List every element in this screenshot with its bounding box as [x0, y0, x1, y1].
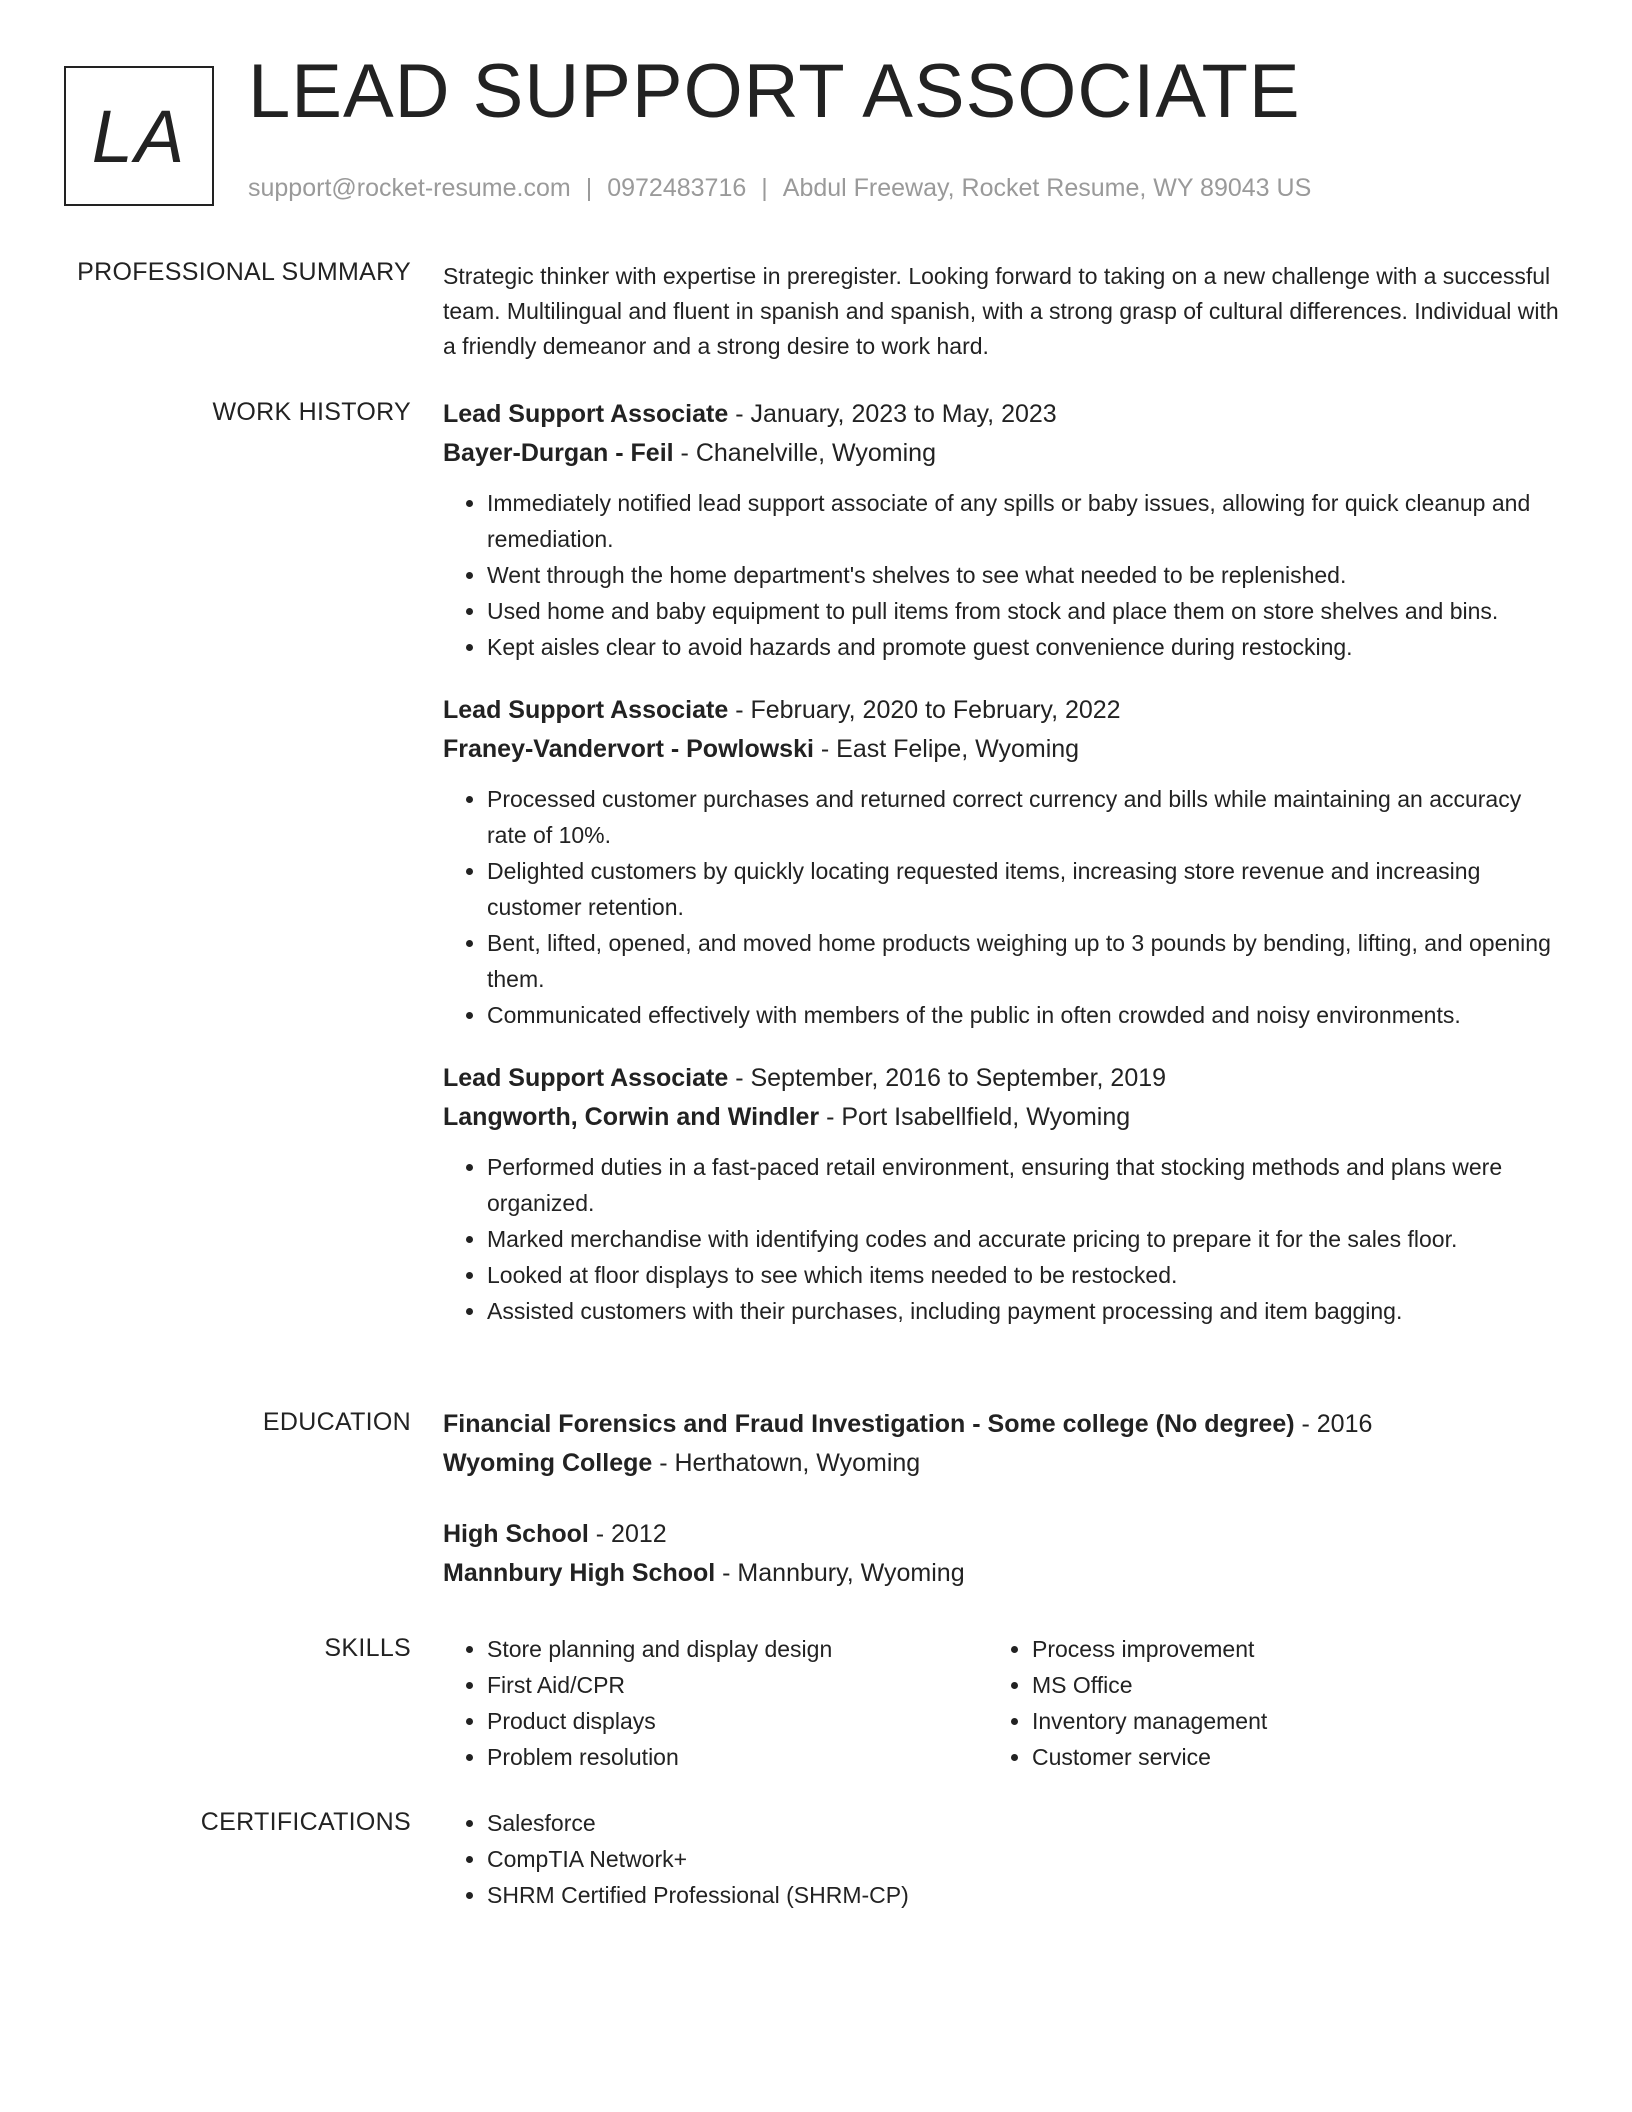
job-entry: [443, 395, 1563, 665]
certification-item: • CompTIA Network+: [487, 1841, 1563, 1877]
education-degree: Financial Forensics and Fraud Investigation - Some college (No degree): [443, 1410, 1295, 1438]
skill-item: • Customer service: [1032, 1739, 1533, 1775]
skill-item: • MS Office: [1032, 1667, 1533, 1703]
skills-body: [443, 1631, 1563, 1775]
job-bullet: • Used home and baby equipment to pull items from stock and place them on store shelves and bins.: [487, 593, 1563, 629]
skills-column-right: [988, 1631, 1533, 1775]
education-school-line: [443, 1554, 1563, 1593]
certifications-list: [443, 1805, 1563, 1913]
summary-text: Strategic thinker with expertise in preregister. Looking forward to taking on a new challenge with a successful team. Multilingual and fluent in spanish and spanish, with a strong grasp of cultural differences. Individual with a friendly demeanor and a strong desire to work hard.: [443, 263, 1559, 359]
education-degree: High School: [443, 1520, 589, 1548]
section-label-work-history: WORK HISTORY: [212, 398, 411, 426]
section-label-skills: SKILLS: [324, 1634, 411, 1662]
job-heading: [443, 395, 1563, 434]
education-degree-line: [443, 1405, 1563, 1444]
education-location: - Herthatown, Wyoming: [652, 1449, 921, 1477]
skill-item: • Store planning and display design: [487, 1631, 988, 1667]
job-dates: - January, 2023 to May, 2023: [728, 400, 1057, 428]
job-location: - Chanelville, Wyoming: [673, 439, 936, 467]
contact-phone[interactable]: 0972483716: [607, 174, 747, 202]
job-location: - Port Isabellfield, Wyoming: [819, 1103, 1131, 1131]
skills-list: [443, 1631, 988, 1775]
job-dates: - September, 2016 to September, 2019: [728, 1064, 1167, 1092]
job-company: Franey-Vandervort - Powlowski: [443, 735, 814, 763]
education-degree-line: [443, 1515, 1563, 1554]
job-bullets: [443, 1149, 1563, 1329]
section-label-summary: PROFESSIONAL SUMMARY: [77, 258, 411, 286]
job-location: - East Felipe, Wyoming: [813, 735, 1080, 763]
monogram-initials: LA: [91, 94, 187, 178]
job-dates: - February, 2020 to February, 2022: [728, 696, 1121, 724]
job-bullet: • Kept aisles clear to avoid hazards and promote guest convenience during restocking.: [487, 629, 1563, 665]
skill-item: • Problem resolution: [487, 1739, 988, 1775]
job-title: Lead Support Associate: [443, 400, 729, 428]
skills-column-left: [443, 1631, 988, 1775]
job-bullet: • Looked at floor displays to see which items needed to be restocked.: [487, 1257, 1563, 1293]
certification-item: • SHRM Certified Professional (SHRM-CP): [487, 1877, 1563, 1913]
job-bullet: • Performed duties in a fast-paced retail environment, ensuring that stocking methods and plans were organized.: [487, 1149, 1563, 1221]
job-bullet: • Delighted customers by quickly locating requested items, increasing store revenue and increasing customer retention.: [487, 853, 1563, 925]
education-year: - 2012: [588, 1520, 667, 1548]
job-company: Langworth, Corwin and Windler: [443, 1103, 820, 1131]
job-title: Lead Support Associate: [443, 1064, 729, 1092]
section-label-certifications: CERTIFICATIONS: [200, 1808, 411, 1836]
section-label-education: EDUCATION: [262, 1408, 411, 1436]
job-bullet: • Went through the home department's shelves to see what needed to be replenished.: [487, 557, 1563, 593]
job-bullet: • Communicated effectively with members of the public in often crowded and noisy environments.: [487, 997, 1563, 1033]
job-heading: [443, 1059, 1563, 1098]
skill-item: • Inventory management: [1032, 1703, 1533, 1739]
education-year: - 2016: [1294, 1410, 1373, 1438]
job-company-line: [443, 730, 1563, 769]
education-entry: [443, 1405, 1563, 1483]
education-school: Wyoming College: [443, 1449, 653, 1477]
job-entry: [443, 691, 1563, 1033]
job-bullet: • Marked merchandise with identifying codes and accurate pricing to prepare it for the sales floor.: [487, 1221, 1563, 1257]
skills-grid: [443, 1631, 1563, 1775]
certification-item: • Salesforce: [487, 1805, 1563, 1841]
contact-address: Abdul Freeway, Rocket Resume, WY 89043 US: [782, 174, 1312, 202]
education-school-line: [443, 1444, 1563, 1483]
contact-separator: |: [761, 174, 768, 202]
job-bullet: • Processed customer purchases and returned correct currency and bills while maintaining an accuracy rate of 10%.: [487, 781, 1563, 853]
skill-item: • Product displays: [487, 1703, 988, 1739]
job-entry: [443, 1059, 1563, 1329]
job-company-line: [443, 1098, 1563, 1137]
certifications-body: [443, 1805, 1563, 1913]
job-company-line: [443, 434, 1563, 473]
skill-item: • Process improvement: [1032, 1631, 1533, 1667]
skill-item: • First Aid/CPR: [487, 1667, 988, 1703]
job-bullet: • Assisted customers with their purchases, including payment processing and item bagging.: [487, 1293, 1563, 1329]
job-bullets: [443, 781, 1563, 1033]
summary-body: [443, 259, 1563, 364]
contact-email[interactable]: support@rocket-resume.com: [248, 174, 571, 202]
job-bullets: [443, 485, 1563, 665]
education-body: [443, 1405, 1563, 1625]
job-company: Bayer-Durgan - Feil: [443, 439, 674, 467]
education-location: - Mannbury, Wyoming: [715, 1559, 965, 1587]
education-school: Mannbury High School: [443, 1559, 716, 1587]
monogram-box: [64, 66, 214, 206]
contact-line: [248, 174, 1311, 203]
work-history-body: [443, 395, 1563, 1355]
job-bullet: • Immediately notified lead support associate of any spills or baby issues, allowing for quick cleanup and remediation.: [487, 485, 1563, 557]
job-heading: [443, 691, 1563, 730]
job-title: Lead Support Associate: [443, 696, 729, 724]
job-bullet: • Bent, lifted, opened, and moved home products weighing up to 3 pounds by bending, lifting, and opening them.: [487, 925, 1563, 997]
skills-list: [988, 1631, 1533, 1775]
contact-separator: |: [585, 174, 593, 202]
resume-title: LEAD SUPPORT ASSOCIATE: [248, 49, 1301, 134]
education-entry: [443, 1515, 1563, 1593]
